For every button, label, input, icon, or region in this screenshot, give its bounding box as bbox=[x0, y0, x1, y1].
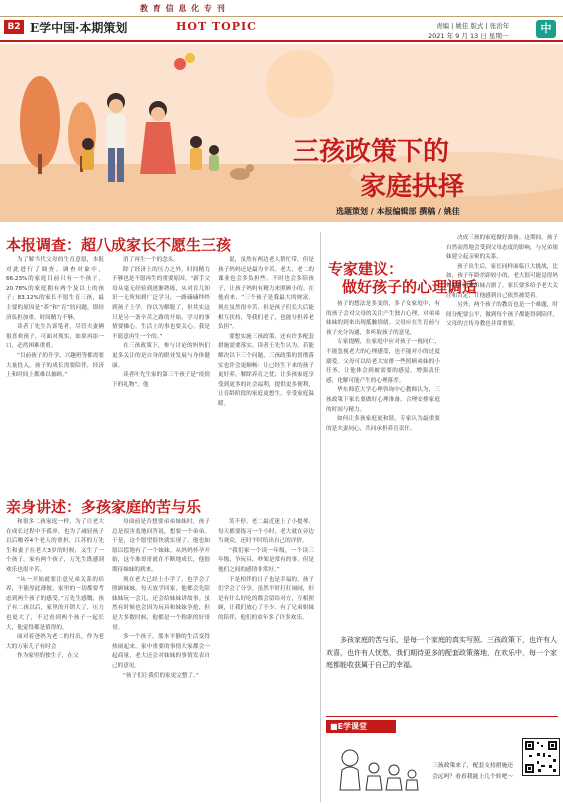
footer-rule bbox=[326, 716, 558, 717]
section1-heading: 本报调查：超八成家长不愿生三孩 bbox=[6, 236, 232, 254]
section1-paragraph: 消了再生一个的念头。 bbox=[123, 257, 179, 263]
section2-paragraph: “孩子们让我们的家更完整了。” bbox=[123, 672, 199, 679]
section2-paragraph: 母面前是否想要弟弟妹妹时，孩子总是很害羞地回答说，想要一个弟弟。于是，这个愿望很快就实现了，他也如愿以偿地有了一个妹妹。从妈妈怀孕开始，这个准哥哥就在不断地成长，他很期待妹妹的到来。 bbox=[112, 519, 210, 573]
column-divider bbox=[320, 232, 321, 802]
section2-column-2 bbox=[112, 518, 210, 802]
feature-title-line1: 三孩政策下的 bbox=[293, 137, 450, 167]
section2-paragraph: 现在老大已经上小学了，也学会了照顾妹妹。每天放学回家，他都会先陪妹妹玩一会儿，还会给妹妹讲故事。虽然有时候也会因为玩具和妹妹争抢，但是大多数时候，他都是一个称职的好哥哥。 bbox=[112, 576, 210, 631]
section2-paragraph: “我们家一个读一年级，一个读三年级，争玩具、吵架是常有的事，但是他们之间的感情非常好。” bbox=[218, 547, 314, 573]
logo-char: 中 bbox=[540, 22, 552, 35]
section3-paragraph: 另外，两个孩子的教育也是一个难题，时间分配要公平，做到每个孩子都能得到陪伴，父母的言传身教也非常重要。 bbox=[446, 302, 558, 328]
section3-paragraph: 孩子的想法是多变的，多子女家庭中，有的孩子会对父母的关注产生独占心理，对弟弟妹妹的到来出现抵触情绪。父母应在生育前与孩子充分沟通，多听取孩子的意见。 bbox=[326, 301, 440, 336]
qr-code-icon bbox=[522, 738, 560, 776]
section2-paragraph: 和很多二孩家庭一样，为了让老大在成长过程中不孤单，也为了减轻孩子以后赡养4个老人的重担，江苏的万先生和妻子在老大3岁的时候，又生了一个孩子。家有两个孩子，万先生既感到欢乐也很辛苦。 bbox=[6, 519, 104, 573]
section1-paragraph: 为了解当代父母的生育意愿，本报对此进行了调查。调查对象中，66.23%的家庭目前只有一个孩子，20.78%的家庭拥有两个及以上的孩子；83.12%的家长不愿生育三孩，最主要的原因是“养”和“育”的问题，即经济负担加重、时间精力不够。 bbox=[6, 257, 104, 321]
footer-poem-line1: 三孩政策来了，配套支持措施还 bbox=[432, 763, 514, 769]
feature-title-line2: 家庭抉择 bbox=[360, 172, 465, 202]
section1-column-1 bbox=[6, 256, 104, 490]
footer-column-tag bbox=[326, 720, 396, 733]
section3-paragraph: 决成三孩的家庭做好准备。这期间，孩子自然而然地会受到父母态度的影响，与兄弟姐妹建立起亲密的关系。 bbox=[446, 235, 558, 261]
section1-paragraph: 要想实施三孩政策，还有许多配套措施需要落实。读者王先生认为，若能解决以下三个问题，三孩政策的贯彻落实也许会更顺畅：让已经生下来的孩子更好养，解除养育之忧；让多孩家庭享受到更多的社会福利，提供更多便利，让育龄阶段的家庭更想生，享受家庭温暖。 bbox=[218, 333, 314, 407]
section1-column-2 bbox=[112, 256, 210, 490]
section1-paragraph: 读者丁先生告诉笔者，尽管夫妻俩很喜欢孩子，可面对现实，如果再添一口，必然困难重重。 bbox=[6, 324, 104, 350]
section2-paragraph: “从一开始就要注意兄弟关系的培养，不能厚此薄彼，家里的一切都要考虑到两个孩子的感受。”万先生感慨，孩子有二孩以后，家里的开销大了，压力也更大了，不过看到两个孩子一起长大，他觉得都是值得的。 bbox=[6, 576, 104, 631]
cartoon-figure-icon bbox=[330, 740, 426, 796]
section2-column-1 bbox=[6, 518, 104, 802]
section3-paragraph: 孩子出生后，家长同样面临巨大挑战，比如，孩子年龄差距较小的，老大很可能觉得妈妈的怀抱被弟妹占据了。家长要多给予老大关注和肯定，让他感到自己依然被爱着。 bbox=[446, 263, 558, 299]
masthead-bottom-rule bbox=[0, 40, 563, 42]
section1-paragraph: 在三孩政策下，参与讨论的妈妈们更多关注的是自身的职业发展与身体健康。 bbox=[112, 343, 210, 369]
masthead bbox=[0, 0, 563, 40]
square-icon: ■ bbox=[330, 722, 338, 731]
masthead-rule bbox=[0, 16, 563, 17]
section2-paragraph: 于是相伴的日子也是幸福的。孩子们学会了分享，虽然平时打打闹闹，但是有什么好吃的都会留给对方，互相照顾，让我们放心了不少。有了兄弟姐妹的陪伴，他们的童年多了许多欢乐。 bbox=[218, 576, 314, 621]
section3-paragraph: 如何让多孩家庭更和谐，专家认为最重要的是夫妻同心，共同承担养育责任。 bbox=[326, 416, 440, 432]
page-number-badge: B2 bbox=[4, 20, 24, 34]
section3-column-1 bbox=[326, 300, 440, 626]
section2-column-3 bbox=[218, 518, 314, 802]
newspaper-logo-icon bbox=[536, 20, 556, 38]
section2-paragraph: 面对着爸妈为老二的付出，作为老大的万家儿子有时会 bbox=[6, 634, 104, 650]
section-title: E学中国·本期策划 bbox=[30, 21, 128, 35]
section1-column-3 bbox=[218, 256, 314, 490]
feature-credits: 选题策划 / 本报编辑部 撰稿 / 姚佳 bbox=[336, 207, 460, 216]
section2-paragraph: 多一个孩子，那本平静的生活变得热闹起来。家中重要的事情大家都会一起商量，老大还会对妹妹的事情发表自己的意见。 bbox=[112, 634, 210, 669]
summary-text: 多孩家庭的苦与乐，是每一个家庭的真实写照。三孩政策下，也许有人欢喜，也许有人忧愁，我们期待更多的配套政策落地，在欢乐中，每一个家庭都能收获属于自己的幸福。 bbox=[326, 636, 557, 669]
hero-illustration bbox=[0, 44, 563, 222]
section2-paragraph: 笑不停。老二最近迷上了小提琴，每天都要练习一个小时，老大就在旁边当观众，还时不时给出自己的评价。 bbox=[218, 519, 314, 545]
section-title-en: HOT TOPIC bbox=[176, 20, 257, 33]
issue-date: 2021 年 9 月 13 日 星期一 bbox=[428, 32, 509, 40]
section1-paragraph: 除了经济上的压力之外，时间精力不够也是不愿再生的重要原因。“新手父母从毫无经验到逐渐熟练，从对育儿知识一无所知到广泛学习，一路磕磕绊绊到孩子上学，你以为解脱了，但其实这只是另一条辛苦之路的开始。学习的事情要操心，生活上的事也要关心。我是不愿意再生一个的。” bbox=[112, 266, 210, 340]
section2-paragraph: 作为家里的独生子，在父 bbox=[17, 653, 79, 660]
footer-poem-line2: 会远吗？看看我能上几个娃吧～ bbox=[432, 774, 514, 780]
section3-heading-line1: 专家建议： bbox=[328, 260, 404, 278]
footer-column-title: E学课堂 bbox=[337, 722, 368, 731]
section2-heading: 亲身讲述：多孩家庭的苦与乐 bbox=[6, 498, 202, 516]
cartoon-illustration bbox=[330, 740, 426, 796]
section3-heading-line2: 做好孩子的心理调适 bbox=[342, 278, 478, 296]
section1-paragraph: “目前孩子的升学、兴趣班等都需要大量投入，孩子的成长需要陪伴，经济上和时间上都难以兼顾。” bbox=[6, 352, 104, 379]
summary-paragraph bbox=[326, 634, 558, 710]
section1-paragraph: 说，虽然有两边老人帮忙带，但是孩子妈妈还是最为辛苦。老大、老二的课业也会多负担些，不时也会多陪孩子，让孩子妈妈有精力来照顾小的。在他看来，“三个孩子是我最大的财富，现在虽然很辛苦，但是孩子们长大后能相互扶持，等我们老了，也能分担养老负担”。 bbox=[218, 257, 314, 331]
family-illustration bbox=[0, 44, 563, 222]
section3-column-2 bbox=[446, 234, 558, 626]
section1-paragraph: 读者叶先生家的第三个孩子是“疫情下的礼物”，他 bbox=[112, 372, 210, 388]
editor-credit: 责编 | 姚佳 版式 | 张治年 bbox=[436, 22, 510, 30]
section3-paragraph: 专家提醒，在家庭中应对孩子一视同仁，不能忽视老大的心理感受，也不能对小的过度溺爱。父母可以给老大安排一些照顾弟妹的小任务，让他体会到被需要的感觉，增强责任感，化解可能产生的心理落差。 bbox=[326, 339, 440, 384]
masthead-slogan: 教 育 信 息 化 专 刊 bbox=[140, 4, 226, 13]
section3-paragraph: 华东师范大学心理咨询中心教师认为，三孩政策下家长要做好心理准备，合理安排家庭的时间与精力。 bbox=[326, 387, 440, 413]
